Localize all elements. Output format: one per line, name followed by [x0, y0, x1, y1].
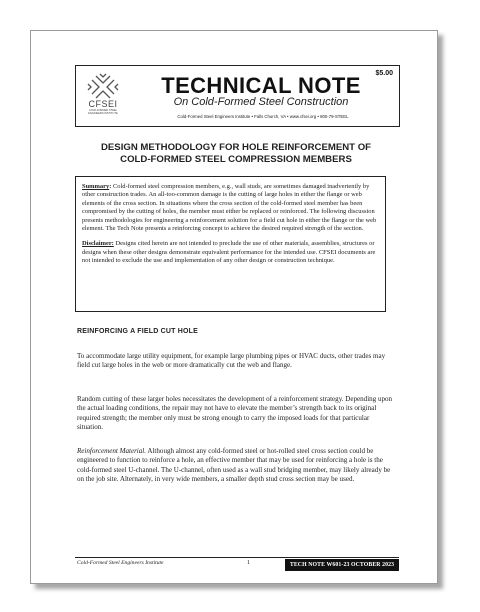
disclaimer-paragraph — [82, 240, 379, 265]
technical-note-header — [75, 65, 400, 127]
body-paragraph-2: Random cutting of these larger holes necessitates the development of a reinforcement strategy. Depending upon the actual loading conditions, the repair may not have to elevate the member’s strength back to its original required strength; the member only must be strong enough to carry the imposed loads for that particular situation. — [77, 395, 393, 431]
body-paragraph-3 — [77, 447, 395, 484]
logo-name: CFSEI — [88, 99, 118, 109]
reinforcement-material-text: Although almost any cold-formed steel or hot-rolled steel cross section could be engineered to function to reinforce a hole, an effective member that may be used for reinforcing a hole is the cold-formed steel U-channel. The U-channel, often used as a wall stud bridging member, may likely already be on the job site. Alternately, in very wide members, a smaller depth stud cross section may be used. — [77, 447, 391, 483]
footer-divider — [75, 557, 399, 558]
tech-note-id-badge: TECH NOTE W601-23 OCTOBER 2023 — [285, 559, 399, 571]
reinforcement-material-lead: Reinforcement Material. — [77, 447, 147, 455]
summary-box — [75, 176, 386, 312]
section-heading: REINFORCING A FIELD CUT HOLE — [77, 328, 198, 335]
cfsei-logo-icon — [82, 72, 124, 100]
body-paragraph-1: To accommodate large utility equipment, for example large plumbing pipes or HVAC ducts, other trades may field cut large holes in the web or more dramatically cut the web and flange. — [77, 352, 386, 370]
disclaimer-label: Disclaimer: — [82, 240, 114, 248]
footer-institute: Cold-Formed Steel Engineers Institute — [77, 560, 164, 566]
contact-line: Cold-Formed Steel Engineers Institute • Falls Church, VA • www.cfsei.org • 800-79-STEEL — [177, 114, 349, 119]
summary-label: Summary — [82, 183, 110, 190]
cfsei-logo — [82, 72, 124, 120]
summary-text: Cold-formed steel compression members, e.g., wall studs, are sometimes damaged inadvertently by other construction trades. An all-too-common damage is the cutting of large holes in either the flange or web elements of the cross section. In situations where the cross section of the cold-formed steel member has been compromised by the cutting of holes, the member must either be replaced or reinforced. The following discussion presents methodologies for engineering a reinforcement solution for a field cut hole in either the flange or the web element. The Tech Note presents a reinforcing concept to achieve the desired required strength of the section. — [82, 183, 377, 233]
technical-note-title: TECHNICAL NOTE — [161, 73, 361, 98]
document-title — [71, 142, 401, 166]
summary-paragraph: Summary: Cold-formed steel compression members, e.g., wall studs, are sometimes damaged inadvertently by other construction trades. An all-too-common damage is the cutting of large holes in either the flange or web elements of the cross section. In situations where the cross section of the cold-formed steel member has been compromised by the cutting of holes, the member must either be replaced or reinforced. The following discussion presents methodologies for engineering a reinforcement solution for a field cut hole in either the flange or the web element. The Tech Note presents a reinforcing concept to achieve the desired required strength of the section. — [82, 183, 377, 233]
document-title-line-2: COLD-FORMED STEEL COMPRESSION MEMBERS — [120, 154, 352, 165]
document-title-line-1: DESIGN METHODOLOGY FOR HOLE REINFORCEMENT OF — [100, 142, 372, 153]
document-page — [30, 30, 438, 584]
disclaimer-text: Designs cited herein are not intended to preclude the use of other materials, assemblies, structures or designs when these other designs demonstrate equivalent performance for the intended use. CFSEI documents are not intended to exclude the use and implementation of any other design or construction technique. — [82, 240, 376, 265]
price-label: $5.00 — [375, 70, 393, 77]
logo-subtext: COLD-FORMED STEEL ENGINEERS INSTITUTE — [88, 109, 118, 115]
technical-note-subtitle: On Cold-Formed Steel Construction — [173, 96, 349, 108]
page-number: 1 — [247, 560, 250, 566]
